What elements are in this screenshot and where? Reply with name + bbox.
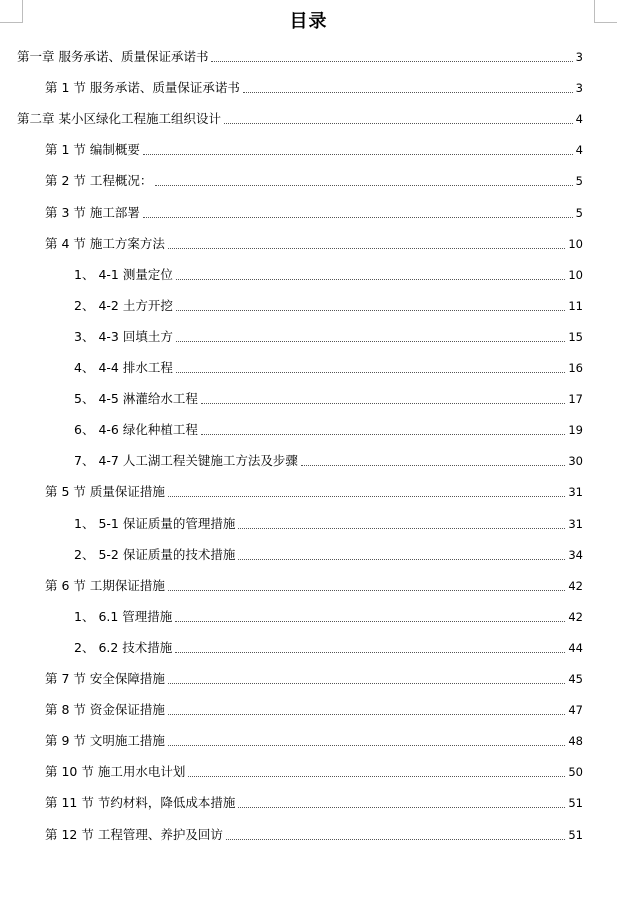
toc-entry-title [74, 516, 235, 532]
toc-page-number: 17 [568, 392, 583, 407]
toc-entry[interactable] [45, 574, 583, 594]
toc-entry-number: 4、 [74, 360, 95, 375]
toc-entry-text: 第 10 节 施工用水电计划 [45, 764, 186, 780]
toc-dot-leader [176, 310, 566, 311]
toc-entry[interactable] [74, 512, 583, 532]
toc-entry-number: 6、 [74, 422, 95, 438]
toc-entry[interactable] [74, 356, 583, 376]
toc-page-number: 51 [568, 827, 583, 842]
toc-entry-text: 第 12 节 工程管理、养护及回访 [45, 826, 223, 842]
toc-page-number: 15 [568, 329, 583, 344]
toc-entry[interactable] [74, 263, 583, 283]
toc-entry-title [45, 484, 165, 500]
toc-entry[interactable] [45, 823, 583, 843]
toc-dot-leader [188, 776, 565, 777]
toc-dot-leader [238, 559, 565, 560]
toc-entry-text: 6.2 技术措施 [98, 639, 173, 655]
toc-entry-number: 5、 [74, 391, 95, 407]
toc-entry-title [17, 49, 208, 65]
toc-dot-leader [168, 745, 565, 746]
toc-page-number: 45 [568, 672, 583, 686]
toc-entry-text: 4-5 淋灌给水工程 [98, 391, 198, 407]
toc-entry[interactable] [74, 543, 583, 563]
toc-entry-title [45, 578, 165, 594]
toc-entry[interactable] [74, 294, 583, 314]
toc-entry[interactable] [45, 169, 583, 189]
toc-entry[interactable] [74, 449, 583, 469]
toc-entry-text: 4-4 排水工程 [98, 360, 173, 375]
toc-dot-leader [168, 496, 565, 497]
toc-page-number: 10 [568, 267, 583, 282]
toc-dot-leader [168, 714, 565, 715]
toc-dot-leader [176, 341, 566, 342]
toc-page-number: 3 [575, 50, 583, 64]
toc-entry[interactable] [74, 325, 583, 345]
toc-entry-title [45, 80, 240, 96]
toc-dot-leader [238, 528, 565, 529]
toc-page-number: 10 [568, 236, 583, 251]
toc-entry-title [45, 733, 165, 749]
toc-entry-title [74, 547, 235, 563]
toc-page-number: 16 [568, 361, 583, 375]
toc-dot-leader [175, 621, 565, 622]
toc-entry[interactable] [45, 667, 583, 687]
toc-entry-text: 第 5 节 质量保证措施 [45, 484, 165, 500]
toc-entry[interactable] [45, 232, 583, 252]
toc-page-number: 4 [575, 143, 583, 158]
toc-entry-text: 4-2 土方开挖 [98, 297, 173, 313]
toc-entry-title [74, 267, 173, 283]
toc-entry-title [45, 671, 165, 687]
toc-page-number: 44 [568, 640, 583, 655]
toc-entry-text: 第 7 节 安全保障措施 [45, 671, 165, 686]
toc-entry[interactable] [74, 605, 583, 625]
toc-page-number: 19 [568, 423, 583, 438]
toc-entry-text: 第 8 节 资金保证措施 [45, 702, 165, 718]
toc-entry[interactable] [17, 107, 583, 127]
toc-entry-number: 1、 [74, 608, 95, 624]
toc-entry-number: 2、 [74, 639, 95, 655]
toc-page-number: 31 [568, 485, 583, 500]
toc-entry-number: 3、 [74, 328, 95, 344]
toc-entry-title [74, 640, 172, 656]
toc-entry-number: 1、 [74, 515, 95, 531]
toc-dot-leader [176, 279, 566, 280]
toc-entry-title [45, 205, 140, 221]
toc-entry[interactable] [74, 636, 583, 656]
toc-entry-text: 5-2 保证质量的技术措施 [98, 546, 236, 562]
toc-entry-text: 第 4 节 施工方案方法 [45, 235, 165, 251]
toc-entry-text: 第 1 节 服务承诺、质量保证承诺书 [45, 80, 240, 96]
toc-page-number: 42 [568, 609, 583, 624]
toc-entry-title [74, 609, 172, 625]
toc-entry-text: 4-6 绿化种植工程 [98, 422, 198, 438]
toc-entry-title [45, 795, 235, 811]
toc-page-number: 5 [575, 205, 583, 220]
toc-dot-leader [243, 92, 573, 93]
toc-entry-title [45, 764, 185, 780]
toc-entry-title [17, 111, 221, 127]
toc-entry-number: 2、 [74, 297, 95, 313]
toc-dot-leader [201, 403, 566, 404]
toc-entry-text: 4-3 回填土方 [98, 328, 173, 344]
toc-dot-leader [238, 807, 565, 808]
toc-entry-title [45, 142, 140, 158]
toc-page-number: 51 [568, 796, 583, 811]
toc-entry[interactable] [17, 45, 583, 65]
toc-page-number: 5 [575, 174, 583, 189]
toc-entry[interactable] [45, 201, 583, 221]
toc-page-number: 47 [568, 703, 583, 718]
toc-entry-text: 第 9 节 文明施工措施 [45, 733, 165, 749]
toc-dot-leader [155, 185, 572, 186]
toc-dot-leader [224, 123, 573, 124]
toc-entry[interactable] [74, 387, 583, 407]
toc-dot-leader [143, 154, 573, 155]
toc-entry-text: 第一章 服务承诺、质量保证承诺书 [17, 49, 209, 64]
toc-entry-title [45, 173, 152, 189]
toc-entry-text: 6.1 管理措施 [98, 608, 173, 624]
toc-title: 目录 [289, 11, 328, 32]
toc-dot-leader [168, 683, 565, 684]
toc-page-number: 50 [568, 765, 583, 780]
toc-dot-leader [211, 61, 572, 62]
toc-entry-text: 第 2 节 工程概况： [45, 173, 153, 189]
toc-entry[interactable] [45, 138, 583, 158]
toc-entry[interactable] [45, 698, 583, 718]
toc-entry-title [74, 422, 198, 438]
toc-entry-number: 7、 [74, 453, 95, 469]
toc-entry-title [74, 391, 198, 407]
toc-page-number: 11 [568, 298, 583, 313]
toc-entry-text: 第 1 节 编制概要 [45, 142, 140, 158]
toc-entry[interactable] [45, 791, 583, 811]
toc-entry-title [74, 298, 173, 314]
toc-entry[interactable] [45, 760, 583, 780]
toc-dot-leader [168, 590, 565, 591]
toc-dot-leader [301, 465, 566, 466]
toc-entry-title [74, 453, 298, 469]
toc-entry-title [74, 329, 173, 345]
toc-dot-leader [168, 248, 565, 249]
toc-page-number: 34 [568, 547, 583, 562]
toc-entry-number: 2、 [74, 546, 95, 562]
toc-page-number: 4 [575, 112, 583, 127]
toc-dot-leader [143, 217, 573, 218]
toc-page-number: 30 [568, 454, 583, 469]
toc-dot-leader [226, 839, 566, 840]
toc-entry-title [45, 702, 165, 718]
toc-page-number: 42 [568, 578, 583, 593]
toc-entry-title [74, 360, 173, 376]
toc-dot-leader [201, 434, 566, 435]
toc-entry[interactable] [45, 76, 583, 96]
toc-entry-text: 第 11 节 节约材料，降低成本措施 [45, 795, 236, 811]
toc-entry[interactable] [45, 729, 583, 749]
toc-entry-number: 1、 [74, 266, 95, 282]
toc-page-number: 48 [568, 734, 583, 749]
toc-entry-text: 4-7 人工湖工程关键施工方法及步骤 [98, 453, 298, 469]
toc-entry-title [45, 236, 165, 252]
toc-entry-text: 5-1 保证质量的管理措施 [98, 515, 236, 531]
toc-entry-text: 第二章 某小区绿化工程施工组织设计 [17, 111, 221, 127]
toc-entry-text: 第 6 节 工期保证措施 [45, 577, 165, 593]
toc-page-number: 31 [568, 516, 583, 531]
toc-entry-title [45, 827, 223, 843]
toc-entry-text: 4-1 测量定位 [98, 266, 173, 282]
toc-dot-leader [176, 372, 566, 373]
toc-entry[interactable] [74, 418, 583, 438]
toc-entry[interactable] [45, 480, 583, 500]
toc-dot-leader [175, 652, 565, 653]
toc-page-number: 3 [575, 81, 583, 96]
toc-entry-text: 第 3 节 施工部署 [45, 204, 140, 220]
